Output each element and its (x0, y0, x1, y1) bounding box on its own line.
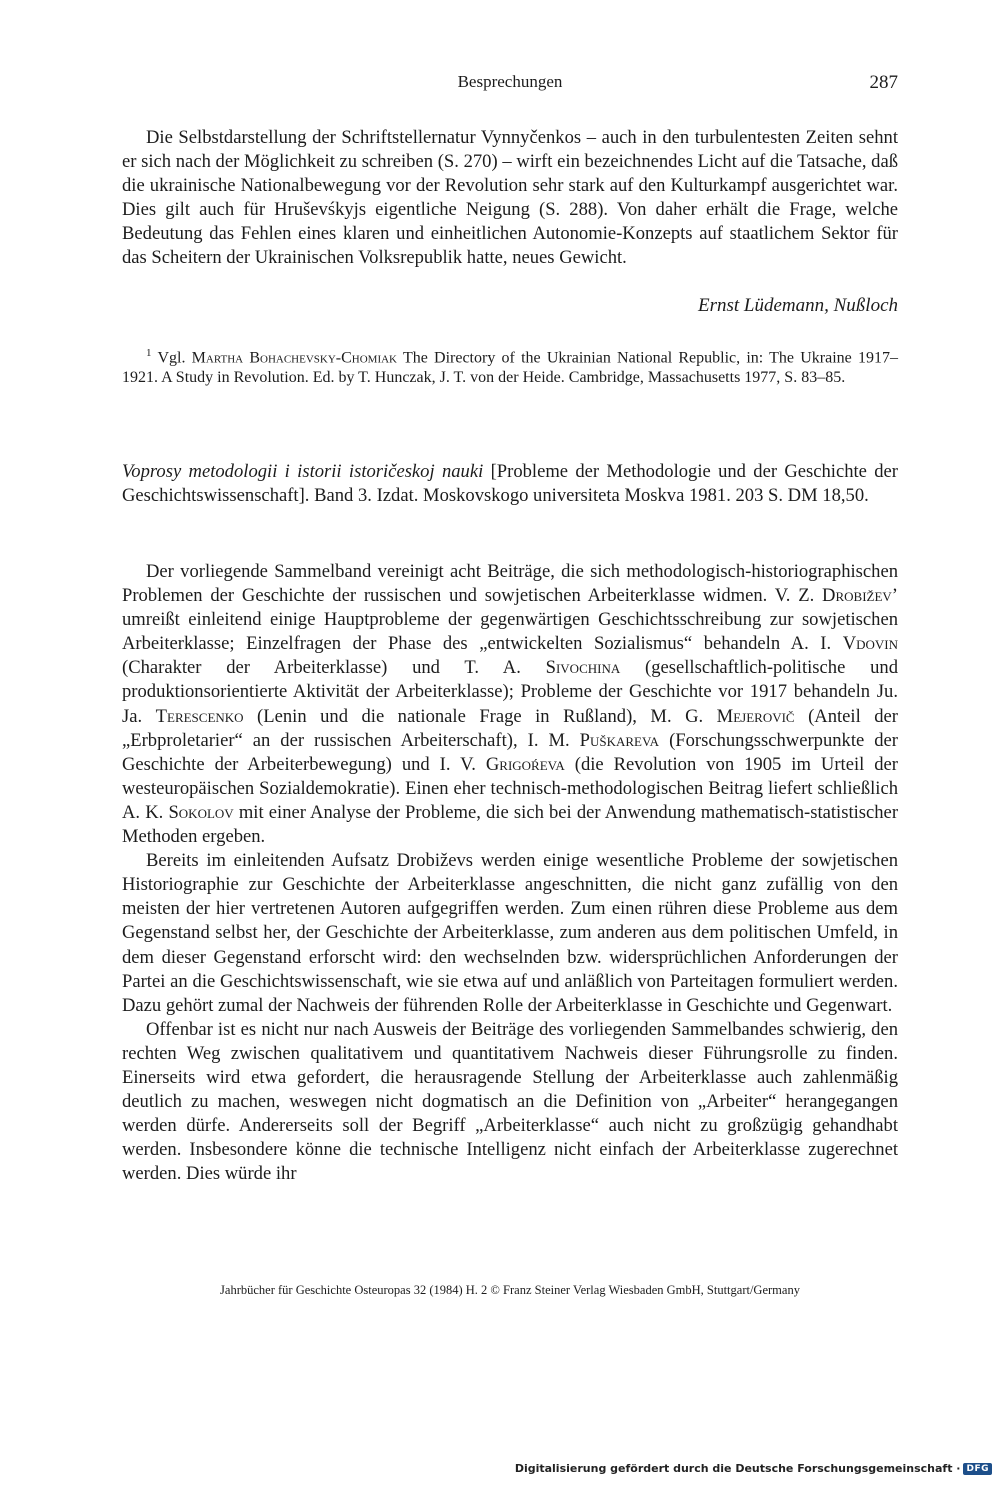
author-name: Sivochina (545, 657, 621, 679)
text-run: (Forschungsschwerpunkte der Geschichte der Arbeiterbewegung) und I. V. (122, 729, 898, 775)
review-body (122, 560, 898, 1186)
footnote (122, 343, 898, 388)
digitization-credit (515, 1462, 992, 1475)
bibliographic-entry (122, 460, 898, 508)
author-name: Puškareva (579, 729, 660, 751)
author-name: Terescenko (155, 705, 244, 727)
text-run: (gesellschaftlich-politische und produktionsorientierte Aktivität der Arbeiterklasse); Probleme der Geschichte vor 1917 behandeln Ju. Ja. (122, 657, 898, 727)
text-run: umreißt einleitend einige Hauptprobleme der gegenwärtigen Geschichtsschreibung zur sowjetischen Arbeiterklasse; Einzelfragen der Phase des „entwickelten Sozialismus“ behandeln A. I. (122, 609, 898, 655)
footnote-marker: 1 (146, 347, 152, 359)
author-name: Grigoŕeva (485, 753, 565, 775)
reviewer-signature: Ernst Lüdemann, Nußloch (697, 295, 898, 316)
text-run: (Anteil der „Erbproletarier“ an der russischen Arbeiterschaft), I. M. (122, 705, 898, 751)
author-name: Mejerovič (716, 705, 795, 727)
journal-imprint: Jahrbücher für Geschichte Osteuropas 32 (1984) H. 2 © Franz Steiner Verlag Wiesbaden GmbH, Stuttgart/Germany (220, 1283, 800, 1297)
body-paragraph: Offenbar ist es nicht nur nach Ausweis der Beiträge des vorliegenden Sammelbandes schwierig, den rechten Weg zwischen qualitativem und quantitativem Nachweis dieser Führungsrolle zu finden. Einerseits wird etwa gefordert, die herausragende Stellung der Arbeiterklasse auch zahlenmäßig deutlich zu machen, weswegen nicht dogmatisch an die Definition von „Arbeiter“ herangegangen werden dürfe. Andererseits soll der Begriff „Arbeiterklasse“ auch nicht zu großzügig gehandhabt werden. Insbesondere könne die technische Intelligenz nicht einfach der Arbeiterklasse zugerechnet werden. Dies würde ihr (122, 1018, 898, 1185)
footnote-author: Martha Bohachevsky-Chomiak (191, 349, 397, 367)
author-name: Drobiževʼ (822, 585, 898, 607)
running-header (122, 72, 898, 98)
section-title: Besprechungen (457, 72, 563, 91)
review-heading (122, 460, 898, 508)
text-run: (die Revolution von 1905 im Urteil der westeuropäischen Sozialdemokratie). Einen eher technisch-methodologischen Beitrag liefert schließlich A. K. (122, 753, 898, 823)
dfg-logo: DFG (963, 1463, 992, 1475)
digitization-text: Digitalisierung gefördert durch die Deutsche Forschungsgemeinschaft · (514, 1462, 961, 1475)
text-run: (Charakter der Arbeiterklasse) und T. A. (122, 657, 546, 679)
book-details: [Probleme der Methodologie und der Geschichte der Geschichtswissenschaft]. Band 3. Izdat. Moskovskogo universiteta Moskva 1981. 203 S. DM 18,50. (122, 461, 898, 507)
text-run: mit einer Analyse der Probleme, die sich bei der Anwendung mathematisch-statistischer Methoden ergeben. (122, 801, 899, 848)
body-paragraph: Bereits im einleitenden Aufsatz Drobiževs werden einige wesentliche Probleme der sowjetischen Historiographie zur Geschichte der Arbeiterklasse angeschnitten, die nicht ganz zufällig von den meisten der hier vertretenen Autoren aufgegriffen werden. Zum einen rühren diese Probleme aus dem Gegenstand selbst her, der Geschichte der Arbeiterklasse, zum anderen aus dem politischen Umfeld, in dem dieser Gegenstand erforscht wird: den wechselnden bzw. widersprüchlichen Anforderungen der Partei an die Geschichtswissenschaft, wie sie etwa auf und anläßlich von Parteitagen formuliert werden. Dazu gehört zumal der Nachweis der führenden Rolle der Arbeiterklasse in Geschichte und Gegenwart. (122, 850, 898, 1016)
page-number: 287 (869, 72, 898, 93)
author-name: Vdovin (842, 633, 898, 655)
book-title: Voprosy metodologii i istorii istoričeskoj nauki (122, 461, 484, 482)
footnote-citation: The Directory of the Ukrainian National Republic, in: The Ukraine 1917–1921. A Study in Revolution. Ed. by T. Hunczak, J. T. von der Heide. Cambridge, Massachusetts 1977, S. 83–85. (122, 349, 898, 387)
author-name: Sokolov (168, 801, 234, 823)
text-run: Der vorliegende Sammelband vereinigt acht Beiträge, die sich methodologisch-historiographischen Problemen der Geschichte der russischen und sowjetischen Arbeiterklasse widmen. V. Z. (122, 561, 898, 607)
body-paragraph: Die Selbstdarstellung der Schriftstellernatur Vynnyčenkos – auch in den turbulentesten Zeiten sehnt er sich nach der Möglichkeit zu schreiben (S. 270) – wirft ein bezeichnendes Licht auf die Tatsache, daß die ukrainische Nationalbewegung vor der Revolution sehr stark auf den Kulturkampf ausgerichtet war. Dies gilt auch für Hruševśkyjs eigentliche Neigung (S. 288). Von daher erhält die Frage, welche Bedeutung das Fehlen eines klaren und einheitlichen Autonomie-Konzepts auf staatlichem Sektor für das Scheitern der Ukrainischen Volksrepublik hatte, neues Gewicht. (122, 127, 898, 269)
footnote-pre: Vgl. (157, 349, 186, 367)
text-run: (Lenin und die nationale Frage in Rußland), M. G. (243, 705, 717, 727)
body-paragraph (122, 560, 898, 849)
review-conclusion (122, 126, 898, 271)
